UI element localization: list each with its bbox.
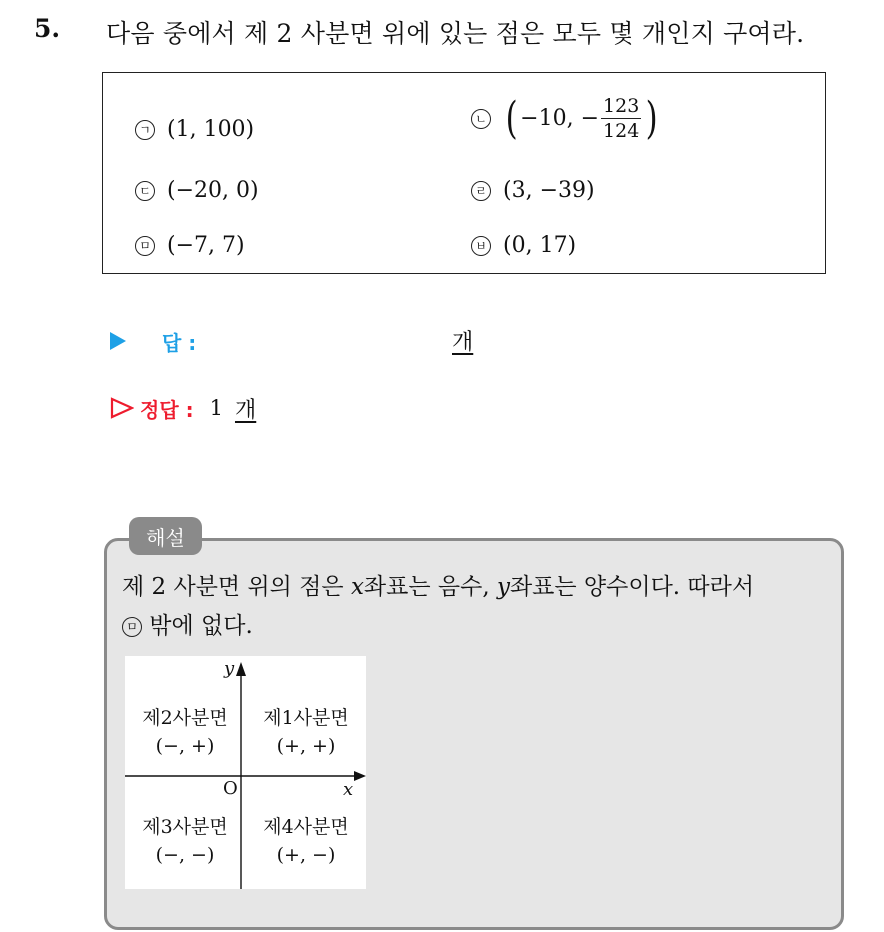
quadrant-3-sign: (−, −) [155, 844, 215, 866]
choice-value-prefix: −10, − [520, 106, 600, 131]
quadrant-4 [246, 813, 366, 869]
choices-box [102, 72, 826, 274]
x-axis-arrow-icon [354, 771, 366, 781]
answer-label: 답 : [162, 330, 197, 355]
correct-triangle-icon [110, 397, 134, 419]
explanation-text [122, 568, 832, 646]
question-number: 5. [34, 14, 61, 43]
quadrant-1-sign: (+, +) [276, 735, 336, 757]
fraction-denominator: 124 [603, 120, 640, 142]
choice-marker-icon: ㅂ [471, 236, 491, 256]
explanation-tag: 해설 [129, 517, 202, 555]
explanation-line-2: ㅁ 밖에 없다. [122, 607, 832, 646]
choice-marker-icon: ㄱ [135, 120, 155, 140]
choice-4 [471, 178, 595, 203]
answer-unit: 개 [452, 329, 474, 355]
choice-marker-icon: ㄷ [135, 181, 155, 201]
choice-1 [135, 117, 254, 142]
quadrant-3 [125, 813, 245, 869]
choice-marker-icon: ㄹ [471, 181, 491, 201]
choice-fraction [601, 95, 641, 142]
quadrant-3-name: 제3사분면 [142, 816, 228, 838]
y-axis-arrow-icon [236, 662, 246, 676]
question-text: 다음 중에서 제 2 사분면 위에 있는 점은 모두 몇 개인지 구여라. [106, 19, 805, 48]
explanation-line-1: 제 2 사분면 위의 점은 x좌표는 음수, y좌표는 양수이다. 따라서 [122, 574, 755, 600]
quadrant-diagram [125, 656, 366, 889]
choice-6 [471, 233, 576, 258]
y-axis-label: y [224, 658, 235, 679]
choice-3 [135, 178, 259, 203]
quadrant-2-name: 제2사분면 [142, 707, 228, 729]
quadrant-1 [246, 704, 366, 760]
choice-marker-icon: ㅁ [122, 617, 142, 637]
correct-unit: 개 [234, 397, 257, 423]
quadrant-1-name: 제1사분면 [263, 707, 349, 729]
correct-label: 정답 : [140, 397, 194, 422]
answer-field[interactable] [452, 324, 473, 356]
quadrant-4-sign: (+, −) [276, 844, 336, 866]
correct-value: 1 [209, 396, 223, 420]
choice-marker-icon: ㄴ [471, 109, 491, 129]
answer-triangle-icon [110, 332, 126, 350]
origin-label: O [223, 778, 238, 799]
choice-value: (1, 100) [167, 117, 255, 142]
quadrant-2 [125, 704, 245, 760]
x-axis-label: x [343, 779, 354, 800]
choice-marker-icon: ㅁ [135, 236, 155, 256]
choice-value: (−20, 0) [167, 178, 259, 203]
fraction-numerator: 123 [603, 95, 640, 117]
correct-answer-row [110, 392, 256, 424]
choice-5 [135, 233, 245, 258]
choice-value: (3, −39) [503, 178, 595, 203]
choice-2: ㄴ ( −10, − $\frac{123}{124}$ ) [471, 95, 660, 142]
quadrant-2-sign: (−, +) [155, 735, 215, 757]
answer-row [110, 326, 196, 356]
choice-value: (0, 17) [503, 233, 577, 258]
quadrant-4-name: 제4사분면 [263, 816, 349, 838]
choice-value: (−7, 7) [167, 233, 245, 258]
